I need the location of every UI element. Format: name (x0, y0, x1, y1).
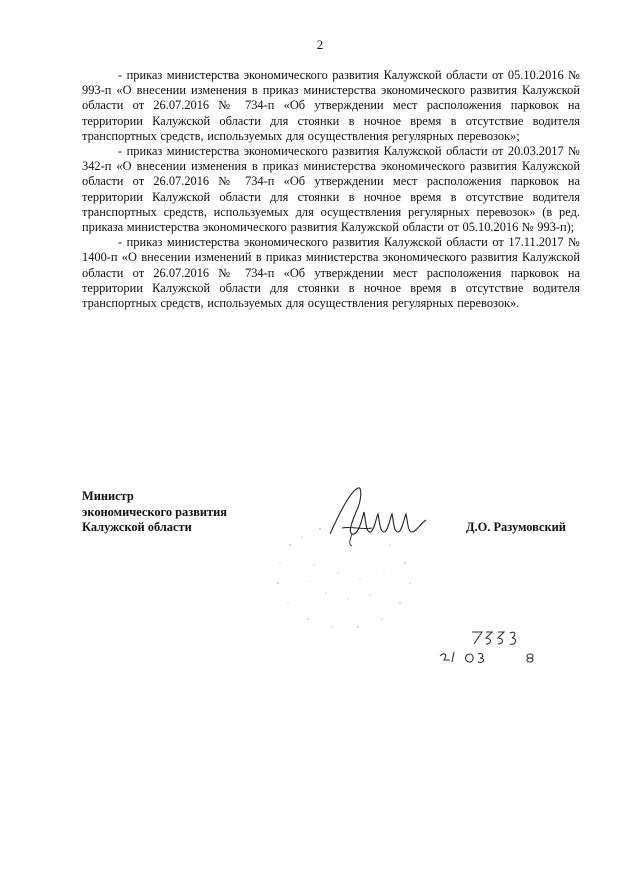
handwritten-signature (322, 482, 432, 552)
handwritten-registration (430, 620, 570, 680)
page-number: 2 (316, 37, 324, 52)
signer-name: Д.О. Разумовский (466, 520, 566, 534)
paragraph-order-993: - приказ министерства экономического развития Калужской области от 05.10.2016 № 993-п «О внесении изменения в приказ министерства экономического развития Калужской области от 26.07.2016 № 734-п «Об утверждении мест расположения парковок на территории Калужской области для стоянки в ночное время в отсутствие водителя транспортных средств, используемых для осуществления регулярных перевозок»; (82, 68, 580, 143)
body-text (82, 68, 580, 311)
paragraph-order-1400: - приказ министерства экономического развития Калужской области от 17.11.2017 № 1400-п «О внесении изменений в приказ министерства экономического развития Калужской области от 26.07.2016 № 734-п «Об утверждении мест расположения парковок на территории Калужской области для стоянки в ночное время в отсутствие водителя транспортных средств, используемых для осуществления регулярных перевозок». (82, 235, 580, 311)
signature-position-line1: Министр (82, 489, 134, 503)
signature-position-line3: Калужской области (82, 520, 192, 534)
signature-position (82, 489, 227, 536)
signature-position-line2: экономического развития (82, 504, 227, 519)
paragraph-order-342: - приказ министерства экономического развития Калужской области от 20.03.2017 № 342-п «О внесении изменения в приказ министерства экономического развития Калужской области от 26.07.2016 № 734-п «Об утверждении мест расположения парковок на территории Калужской области для стоянки в ночное время в отсутствие водителя транспортных средств, используемых для осуществления регулярных перевозок» (в ред. приказа министерства экономического развития Калужской области от 05.10.2016 № 993-п); (82, 144, 580, 235)
